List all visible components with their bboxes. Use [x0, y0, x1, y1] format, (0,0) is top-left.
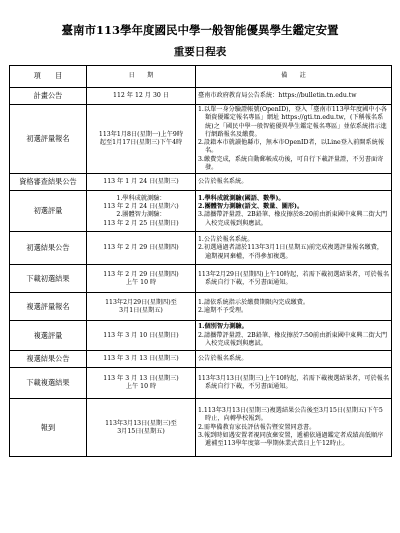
- note-line: 3.繳費完成，系統自動郵帳成功後，可自行下載評量證，不另書面寄發。: [198, 155, 384, 172]
- row-notes: [196, 88, 392, 105]
- row-date-line: 113 年 1 月 24 日(星期三): [103, 178, 179, 186]
- note-line: 2.逾期不予受理。: [198, 306, 248, 314]
- table-row: [10, 191, 392, 232]
- row-date-line: 113 年 3 月 13 日(星期三): [103, 355, 179, 363]
- row-date-line: 113年1月8日(星期一)上午9時: [98, 130, 184, 138]
- note-line: 1.以單一身分驗證帳號(OpenID)，登入「臺南市113學年度國中小各類資優鑑定報名專區」網址 https://gti.tn.edu.tw，(下稱報名系統)之「國民中學一般智能優異學生鑑定報名專區」並依系統指示進行網路報名及繳費。: [198, 106, 387, 138]
- note-line: 2.團體智力測驗(語文、數量、圖形)。: [198, 203, 304, 211]
- row-date-line: 1.學科成就測驗：: [116, 194, 166, 202]
- row-date-line: 113 年 2 月 29 日(星期四): [103, 270, 179, 278]
- row-item: 計畫公告: [10, 88, 87, 105]
- row-date: [87, 321, 196, 351]
- note-line: 2.設籍本市就讀他縣市，無本市OpenID者，以Line登入前開系統報名。: [198, 139, 385, 155]
- document-subtitle: 重要日程表: [173, 46, 227, 58]
- row-date: [87, 88, 196, 105]
- row-item: 初選評量報名: [10, 105, 87, 174]
- row-date: [87, 105, 196, 174]
- row-date: [87, 191, 196, 232]
- table-row: [10, 293, 392, 321]
- schedule-table: [9, 65, 392, 457]
- document-title: 臺南市113學年度國民中學一般智能優異學生鑑定安置: [61, 23, 339, 37]
- row-date-line: 2.團體智力測驗：: [116, 211, 166, 219]
- row-date: [87, 232, 196, 265]
- row-date: [87, 368, 196, 399]
- note-line: 公告於報名系統。: [198, 178, 248, 186]
- header-notes: 備 註: [196, 66, 392, 88]
- table-row: [10, 351, 392, 368]
- note-line: 113年3月13日(星期三)上午10時起，若需下載複選結果者，可於報名系統自行下載，不另書面通知。: [198, 375, 390, 391]
- row-date: [87, 293, 196, 321]
- row-date: [87, 399, 196, 457]
- note-line: 3.請攜帶評量證、2B鉛筆、橡皮擦於8:20前由新東國中東興二街大門入校完成報到與應試。: [198, 211, 388, 227]
- row-item: 複選評量: [10, 321, 87, 351]
- row-item: 初選評量: [10, 191, 87, 232]
- note-line: 臺南市政府教育局公告系統：https://bulletin.tn.edu.tw: [198, 91, 357, 99]
- row-notes: [196, 321, 392, 351]
- row-item: 報到: [10, 399, 87, 457]
- note-line: 1.個別智力測驗。: [198, 323, 248, 331]
- row-date-line: 113 年 3 月 13 日(星期三): [103, 375, 179, 383]
- note-line: 3.報到時如遇安置者視同放棄安置，遞補依通過鑑定者成績高低順序遞補至113學年度第一學期休業式當日上午12時止。: [198, 432, 384, 448]
- table-row: [10, 265, 392, 293]
- table-row: [10, 321, 392, 351]
- row-date-line: 113年2月29日(星期四)至: [105, 298, 177, 306]
- table-row: [10, 399, 392, 457]
- note-line: 1.公告於報名系統。: [198, 235, 254, 243]
- header-item: 項 目: [10, 66, 87, 88]
- row-notes: [196, 293, 392, 321]
- note-line: 2.初選通過者請於113年3月1日(星期五)前完成複選評量報名繳費，逾期視同棄權，不得參加複選。: [198, 244, 384, 260]
- row-date-line: 113年3月13日(星期三)至: [105, 419, 177, 427]
- table-header-row: [10, 66, 392, 88]
- row-item: 複選結果公告: [10, 351, 87, 368]
- note-line: 2.需準備教育家長評估報告暨安置同意書。: [198, 423, 316, 431]
- row-date-line: 113 年 3 月 10 日(星期日): [103, 331, 179, 339]
- note-line: 1.請依系統指示於繳費期限內完成繳費。: [198, 298, 310, 306]
- row-date: [87, 174, 196, 191]
- header-date: 日 期: [87, 66, 196, 88]
- table-row: [10, 105, 392, 174]
- note-line: 113年2月29日(星期四)上午10時起，若需下載初選結果者，可於報名系統自行下載，不另書面通知。: [198, 270, 390, 286]
- note-line: 1.113年3月13日(星期三)複選結果公告後至3月15日(星期五)下午5時止，向轉學校報到。: [198, 407, 383, 423]
- row-notes: [196, 191, 392, 232]
- row-item: 初選結果公告: [10, 232, 87, 265]
- row-item: 資格審查結果公告: [10, 174, 87, 191]
- row-notes: [196, 351, 392, 368]
- row-notes: [196, 105, 392, 174]
- row-date-line: 113 年 2 月 29 日(星期四): [103, 244, 179, 252]
- row-item: 複選評量報名: [10, 293, 87, 321]
- table-row: [10, 174, 392, 191]
- row-notes: [196, 399, 392, 457]
- row-date-line: 3月1日(星期五): [119, 306, 163, 314]
- row-date-line: 113 年 2 月 25 日(星期日): [103, 219, 179, 227]
- row-date-line: 3月15日(星期五): [117, 427, 165, 435]
- row-notes: [196, 174, 392, 191]
- note-line: 公告於報名系統。: [198, 355, 248, 363]
- row-notes: [196, 368, 392, 399]
- row-date: [87, 351, 196, 368]
- row-item: 下載複選結果: [10, 368, 87, 399]
- row-notes: [196, 232, 392, 265]
- row-date: [87, 265, 196, 293]
- row-date-line: 112 年 12 月 30 日: [113, 91, 169, 99]
- note-line: 2.請攜帶評量證、2B鉛筆、橡皮擦於7:50前由新東國中東興二街大門入校完成報到與應試。: [198, 331, 388, 348]
- row-item: 下載初選結果: [10, 265, 87, 293]
- row-date-line: 上午 10 時: [125, 278, 157, 286]
- table-row: [10, 232, 392, 265]
- row-notes: [196, 265, 392, 293]
- row-date-line: 113 年 2 月 24 日(星期六): [103, 203, 179, 211]
- note-line: 1.學科成就測驗(國語、數學)。: [198, 194, 285, 202]
- row-date-line: 上午 10 時: [125, 383, 157, 391]
- table-row: [10, 368, 392, 399]
- table-row: [10, 88, 392, 105]
- row-date-line: 起至1月17日(星期三)下午4時: [99, 139, 183, 147]
